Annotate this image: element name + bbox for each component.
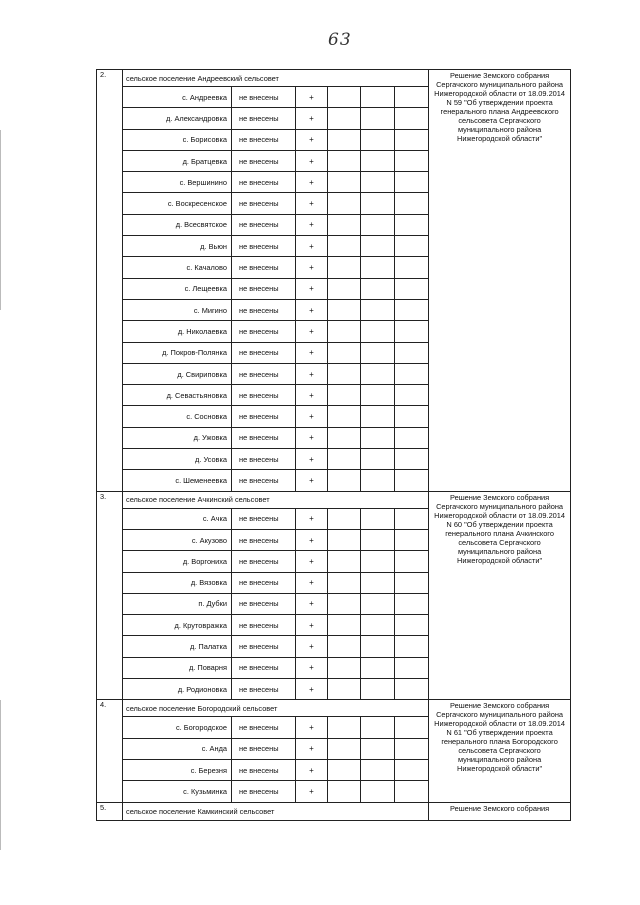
empty-cell: [395, 717, 429, 738]
settlement-name: с. Вершинино: [123, 172, 232, 193]
empty-cell: [328, 572, 361, 593]
empty-cell: [361, 449, 395, 470]
changes-status: не внесены: [232, 529, 296, 550]
plus-mark: +: [296, 427, 328, 448]
section-header-row: [97, 70, 571, 87]
empty-cell: [395, 551, 429, 572]
section-title: сельское поселение Камкинский сельсовет: [123, 802, 429, 820]
empty-cell: [361, 470, 395, 491]
changes-status: не внесены: [232, 87, 296, 108]
empty-cell: [395, 406, 429, 427]
plus-mark: +: [296, 529, 328, 550]
changes-status: не внесены: [232, 593, 296, 614]
plus-mark: +: [296, 193, 328, 214]
empty-cell: [328, 108, 361, 129]
section-header-row: [97, 491, 571, 508]
section-number: 3.: [97, 491, 123, 700]
empty-cell: [361, 236, 395, 257]
plus-mark: +: [296, 636, 328, 657]
settlement-name: д. Севастьяновка: [123, 385, 232, 406]
settlement-name: с. Богородское: [123, 717, 232, 738]
empty-cell: [361, 342, 395, 363]
empty-cell: [361, 214, 395, 235]
empty-cell: [328, 363, 361, 384]
empty-cell: [328, 342, 361, 363]
empty-cell: [328, 214, 361, 235]
empty-cell: [395, 529, 429, 550]
empty-cell: [361, 636, 395, 657]
settlement-name: д. Воргониха: [123, 551, 232, 572]
settlement-name: с. Шеменеевка: [123, 470, 232, 491]
empty-cell: [395, 427, 429, 448]
settlement-name: д. Крутовражка: [123, 615, 232, 636]
section-title: сельское поселение Богородский сельсовет: [123, 700, 429, 717]
changes-status: не внесены: [232, 759, 296, 780]
empty-cell: [361, 87, 395, 108]
changes-status: не внесены: [232, 172, 296, 193]
settlement-name: с. Березня: [123, 759, 232, 780]
changes-status: не внесены: [232, 385, 296, 406]
section-header-row: [97, 700, 571, 717]
changes-status: не внесены: [232, 278, 296, 299]
empty-cell: [395, 657, 429, 678]
empty-cell: [361, 278, 395, 299]
plus-mark: +: [296, 781, 328, 802]
changes-status: не внесены: [232, 342, 296, 363]
empty-cell: [361, 679, 395, 700]
empty-cell: [395, 781, 429, 802]
plus-mark: +: [296, 108, 328, 129]
section-title: сельское поселение Андреевский сельсовет: [123, 70, 429, 87]
empty-cell: [328, 406, 361, 427]
settlement-name: д. Николаевка: [123, 321, 232, 342]
settlement-name: п. Дубки: [123, 593, 232, 614]
plus-mark: +: [296, 572, 328, 593]
settlement-name: д. Усовка: [123, 449, 232, 470]
settlement-name: д. Родионовка: [123, 679, 232, 700]
plus-mark: +: [296, 657, 328, 678]
section-decision: Решение Земского собрания Сергачского муниципального района Нижегородской области от 18.09.2014 N 60 "Об утверждении проекта генерального плана Ачкинского сельсовета Сергачского муниципального района Нижегородской области": [429, 491, 571, 700]
empty-cell: [361, 593, 395, 614]
changes-status: не внесены: [232, 257, 296, 278]
empty-cell: [328, 427, 361, 448]
empty-cell: [395, 508, 429, 529]
section-number: 2.: [97, 70, 123, 492]
section-number: 5.: [97, 802, 123, 820]
changes-status: не внесены: [232, 449, 296, 470]
empty-cell: [361, 363, 395, 384]
empty-cell: [395, 129, 429, 150]
empty-cell: [395, 342, 429, 363]
empty-cell: [395, 150, 429, 171]
empty-cell: [328, 679, 361, 700]
empty-cell: [395, 636, 429, 657]
empty-cell: [395, 321, 429, 342]
section-header-row: [97, 802, 571, 820]
changes-status: не внесены: [232, 321, 296, 342]
empty-cell: [328, 759, 361, 780]
empty-cell: [361, 759, 395, 780]
empty-cell: [395, 214, 429, 235]
settlement-name: с. Андреевка: [123, 87, 232, 108]
plus-mark: +: [296, 321, 328, 342]
empty-cell: [395, 759, 429, 780]
changes-status: не внесены: [232, 572, 296, 593]
section-title: сельское поселение Ачкинский сельсовет: [123, 491, 429, 508]
empty-cell: [328, 551, 361, 572]
empty-cell: [328, 529, 361, 550]
page-number: 63: [328, 30, 352, 50]
section-decision: Решение Земского собрания Сергачского муниципального района Нижегородской области от 18.09.2014 N 59 "Об утверждении проекта генерального плана Андреевского сельсовета Сергачского муниципального района Нижегородской области": [429, 70, 571, 492]
settlement-name: с. Анда: [123, 738, 232, 759]
changes-status: не внесены: [232, 738, 296, 759]
empty-cell: [328, 636, 361, 657]
settlement-name: д. Свириповка: [123, 363, 232, 384]
empty-cell: [395, 385, 429, 406]
plus-mark: +: [296, 551, 328, 572]
plus-mark: +: [296, 129, 328, 150]
settlement-name: с. Качалово: [123, 257, 232, 278]
empty-cell: [361, 738, 395, 759]
changes-status: не внесены: [232, 508, 296, 529]
empty-cell: [328, 717, 361, 738]
plus-mark: +: [296, 214, 328, 235]
plus-mark: +: [296, 172, 328, 193]
changes-status: не внесены: [232, 717, 296, 738]
empty-cell: [395, 236, 429, 257]
empty-cell: [328, 738, 361, 759]
empty-cell: [361, 427, 395, 448]
empty-cell: [395, 593, 429, 614]
plus-mark: +: [296, 236, 328, 257]
changes-status: не внесены: [232, 108, 296, 129]
changes-status: не внесены: [232, 551, 296, 572]
plus-mark: +: [296, 615, 328, 636]
settlement-name: с. Сосновка: [123, 406, 232, 427]
plus-mark: +: [296, 449, 328, 470]
settlement-name: д. Ужовка: [123, 427, 232, 448]
settlement-name: с. Ачка: [123, 508, 232, 529]
empty-cell: [361, 717, 395, 738]
plus-mark: +: [296, 342, 328, 363]
empty-cell: [361, 529, 395, 550]
empty-cell: [328, 449, 361, 470]
plus-mark: +: [296, 738, 328, 759]
plus-mark: +: [296, 679, 328, 700]
plus-mark: +: [296, 363, 328, 384]
settlement-name: д. Палатка: [123, 636, 232, 657]
plus-mark: +: [296, 593, 328, 614]
empty-cell: [395, 615, 429, 636]
changes-status: не внесены: [232, 363, 296, 384]
empty-cell: [395, 172, 429, 193]
changes-status: не внесены: [232, 679, 296, 700]
plus-mark: +: [296, 385, 328, 406]
empty-cell: [328, 615, 361, 636]
empty-cell: [328, 781, 361, 802]
empty-cell: [328, 236, 361, 257]
section-decision: Решение Земского собрания Сергачского муниципального района Нижегородской области от 18.09.2014 N 61 "Об утверждении проекта генерального плана Богородского сельсовета Сергачского муниципального района Нижегородской области": [429, 700, 571, 802]
empty-cell: [328, 299, 361, 320]
settlement-name: с. Борисовка: [123, 129, 232, 150]
changes-status: не внесены: [232, 470, 296, 491]
plus-mark: +: [296, 150, 328, 171]
settlement-name: д. Покров-Полянка: [123, 342, 232, 363]
empty-cell: [361, 193, 395, 214]
empty-cell: [395, 572, 429, 593]
scan-edge-mark: [0, 130, 1, 310]
empty-cell: [395, 449, 429, 470]
empty-cell: [361, 657, 395, 678]
settlement-name: с. Лещеевка: [123, 278, 232, 299]
empty-cell: [328, 508, 361, 529]
changes-status: не внесены: [232, 129, 296, 150]
empty-cell: [361, 257, 395, 278]
plus-mark: +: [296, 717, 328, 738]
empty-cell: [361, 385, 395, 406]
empty-cell: [361, 406, 395, 427]
changes-status: не внесены: [232, 214, 296, 235]
empty-cell: [395, 738, 429, 759]
empty-cell: [361, 299, 395, 320]
changes-status: не внесены: [232, 299, 296, 320]
settlements-table: [96, 69, 571, 821]
empty-cell: [395, 257, 429, 278]
empty-cell: [328, 385, 361, 406]
empty-cell: [395, 470, 429, 491]
settlement-name: с. Кузьминка: [123, 781, 232, 802]
empty-cell: [328, 657, 361, 678]
changes-status: не внесены: [232, 657, 296, 678]
empty-cell: [395, 299, 429, 320]
empty-cell: [361, 572, 395, 593]
settlement-name: д. Поварня: [123, 657, 232, 678]
empty-cell: [328, 193, 361, 214]
empty-cell: [361, 508, 395, 529]
empty-cell: [328, 593, 361, 614]
changes-status: не внесены: [232, 636, 296, 657]
empty-cell: [361, 172, 395, 193]
empty-cell: [395, 87, 429, 108]
plus-mark: +: [296, 299, 328, 320]
empty-cell: [361, 781, 395, 802]
empty-cell: [395, 363, 429, 384]
plus-mark: +: [296, 257, 328, 278]
plus-mark: +: [296, 278, 328, 299]
empty-cell: [328, 172, 361, 193]
empty-cell: [361, 615, 395, 636]
empty-cell: [395, 278, 429, 299]
changes-status: не внесены: [232, 236, 296, 257]
empty-cell: [361, 108, 395, 129]
plus-mark: +: [296, 470, 328, 491]
empty-cell: [361, 321, 395, 342]
settlement-name: с. Мигино: [123, 299, 232, 320]
scan-edge-mark: [0, 700, 1, 850]
empty-cell: [328, 470, 361, 491]
changes-status: не внесены: [232, 427, 296, 448]
empty-cell: [361, 150, 395, 171]
empty-cell: [361, 129, 395, 150]
empty-cell: [328, 150, 361, 171]
settlement-name: д. Вьюн: [123, 236, 232, 257]
empty-cell: [328, 321, 361, 342]
changes-status: не внесены: [232, 781, 296, 802]
settlement-name: д. Всесвятское: [123, 214, 232, 235]
empty-cell: [395, 108, 429, 129]
settlement-name: с. Акузово: [123, 529, 232, 550]
changes-status: не внесены: [232, 150, 296, 171]
empty-cell: [328, 87, 361, 108]
empty-cell: [328, 257, 361, 278]
plus-mark: +: [296, 406, 328, 427]
settlement-name: с. Воскресенское: [123, 193, 232, 214]
empty-cell: [328, 278, 361, 299]
empty-cell: [361, 551, 395, 572]
plus-mark: +: [296, 759, 328, 780]
settlement-name: д. Александровка: [123, 108, 232, 129]
plus-mark: +: [296, 87, 328, 108]
settlement-name: д. Вязовка: [123, 572, 232, 593]
section-decision: Решение Земского собрания: [429, 802, 571, 820]
changes-status: не внесены: [232, 615, 296, 636]
changes-status: не внесены: [232, 406, 296, 427]
empty-cell: [395, 679, 429, 700]
section-number: 4.: [97, 700, 123, 802]
settlement-name: д. Братцевка: [123, 150, 232, 171]
empty-cell: [328, 129, 361, 150]
empty-cell: [395, 193, 429, 214]
changes-status: не внесены: [232, 193, 296, 214]
plus-mark: +: [296, 508, 328, 529]
